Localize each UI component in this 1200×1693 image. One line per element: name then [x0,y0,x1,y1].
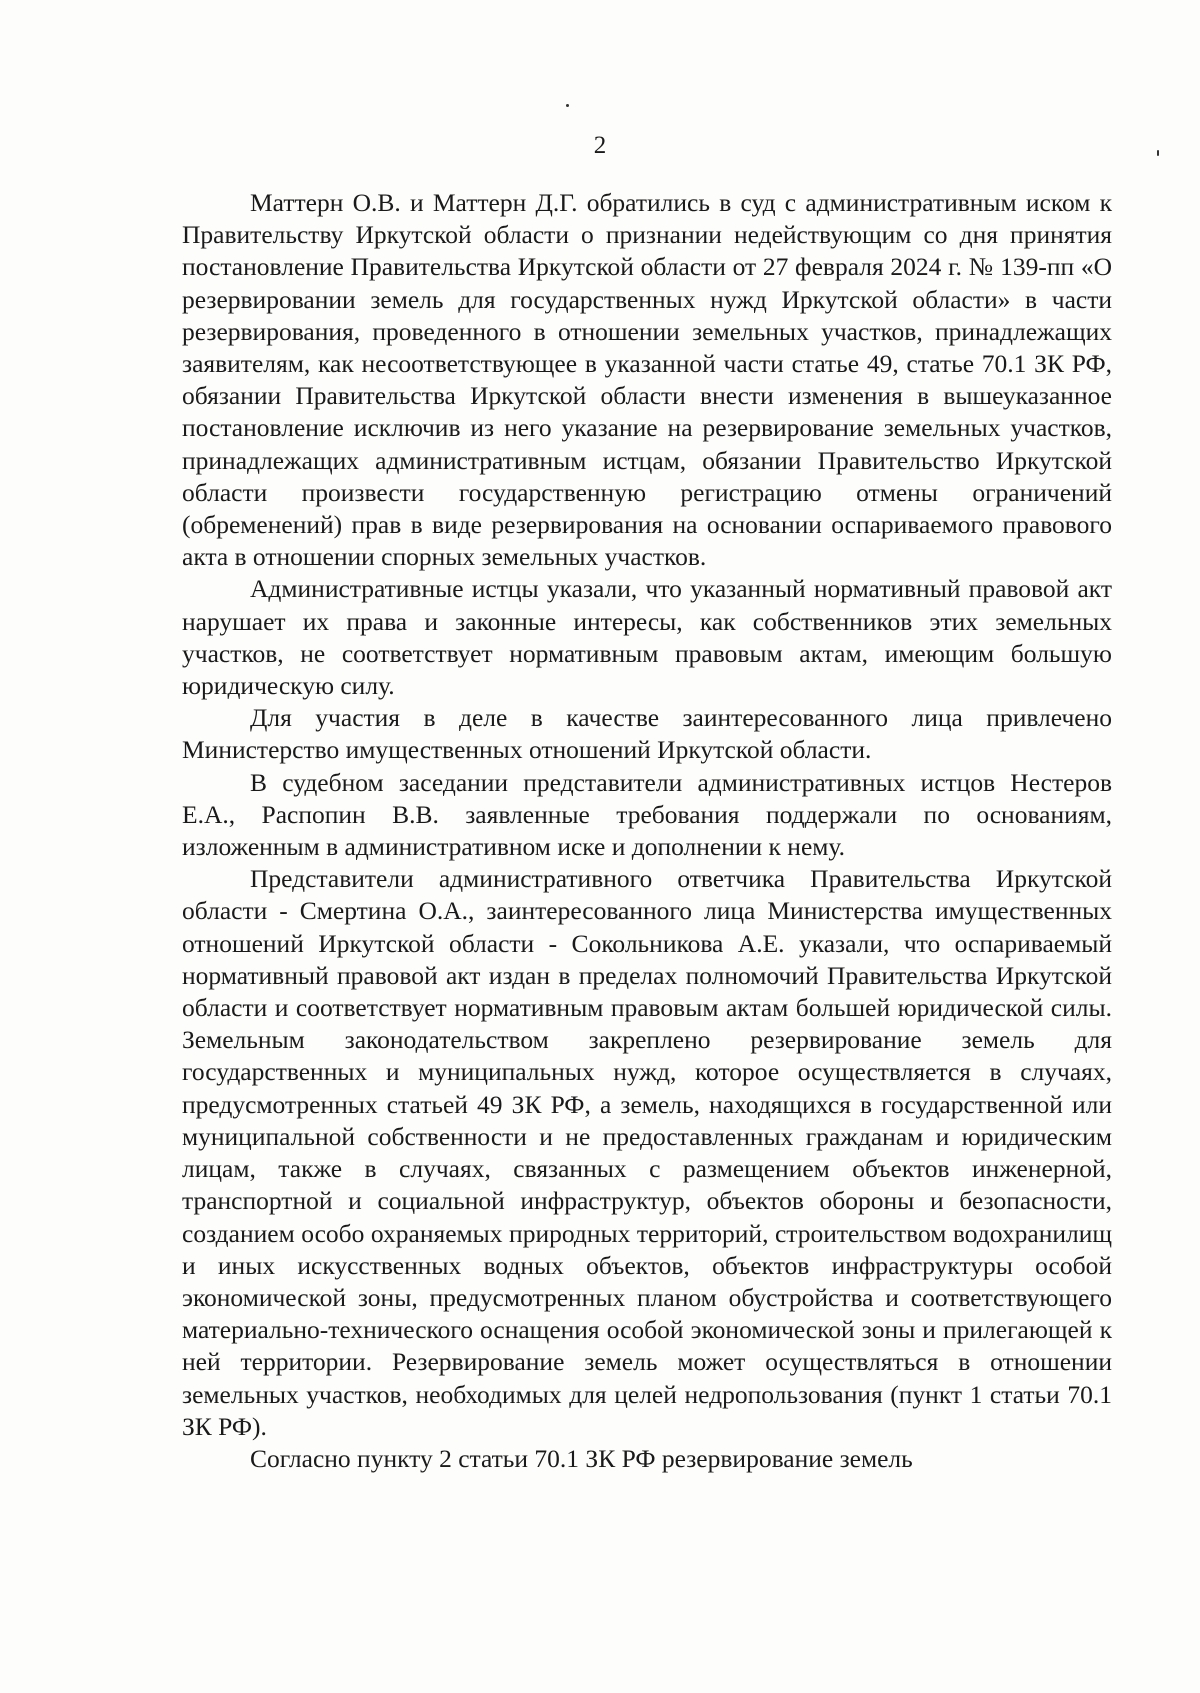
paragraph-plaintiffs-position: Административные истцы указали, что указанный нормативный правовой акт нарушает их права и законные интересы, как собственников этих земельных участков, не соответствует нормативным правовым актам, имеющим большую юридическую силу. [182,574,1112,701]
paragraph-article-70-1: Согласно пункту 2 статьи 70.1 ЗК РФ резервирование земель [250,1443,913,1473]
page-number: 2 [593,132,607,159]
paragraph-defendant-position: Представители административного ответчика Правительства Иркутской области - Смертина О.А., заинтересованного лица Министерства имущественных отношений Иркутской области - Сокольникова А.Е. указали, что оспариваемый нормативный правовой акт издан в пределах полномочий Правительства Иркутской области и соответствует нормативным правовым актам большей юридической силы. Земельным законодательством закреплено резервирование земель для государственных и муниципальных нужд, которое осуществляется в случаях, предусмотренных статьей 49 ЗК РФ, а земель, находящихся в государственной или муниципальной собственности и не предоставленных гражданам и юридическим лицам, также в случаях, связанных с размещением объектов инженерной, транспортной и социальной инфраструктур, объектов обороны и безопасности, созданием особо охраняемых природных территорий, строительством водохранилищ и иных искусственных водных объектов, объектов инфраструктуры особой экономической зоны, предусмотренных планом обустройства и соответствующего материально-технического оснащения особой экономической зоны и прилегающей к ней территории. Резервирование земель может осуществляться в отношении земельных участков, необходимых для целей недропользования (пункт 1 статьи 70.1 ЗК РФ). [182,864,1112,1441]
scan-speck [566,104,569,107]
paragraph-claim: Маттерн О.В. и Маттерн Д.Г. обратились в суд с административным иском к Правительству Иркутской области о признании недействующим со дня принятия постановление Правительства Иркутской области от 27 февраля 2024 г. № 139-пп «О резервировании земель для государственных нужд Иркутской области» в части резервирования, проведенного в отношении земельных участков, принадлежащих заявителям, как несоответствующее в указанной части статье 49, статье 70.1 ЗК РФ, обязании Правительства Иркутской области внести изменения в вышеуказанное постановление исключив из него указание на резервирование земельных участков, принадлежащих административным истцам, обязании Правительство Иркутской области произвести государственную регистрацию отмены ограничений (обременений) прав в виде резервирования на основании оспариваемого правового акта в отношении спорных земельных участков. [182,188,1112,572]
document-body [182,187,1112,1475]
paragraph-hearing: В судебном заседании представители административных истцов Нестеров Е.А., Распопин В.В. заявленные требования поддержали по основаниям, изложенным в административном иске и дополнении к нему. [182,767,1112,862]
paragraph-interested-party: Для участия в деле в качестве заинтересованного лица привлечено Министерство имущественных отношений Иркутской области. [182,703,1112,765]
